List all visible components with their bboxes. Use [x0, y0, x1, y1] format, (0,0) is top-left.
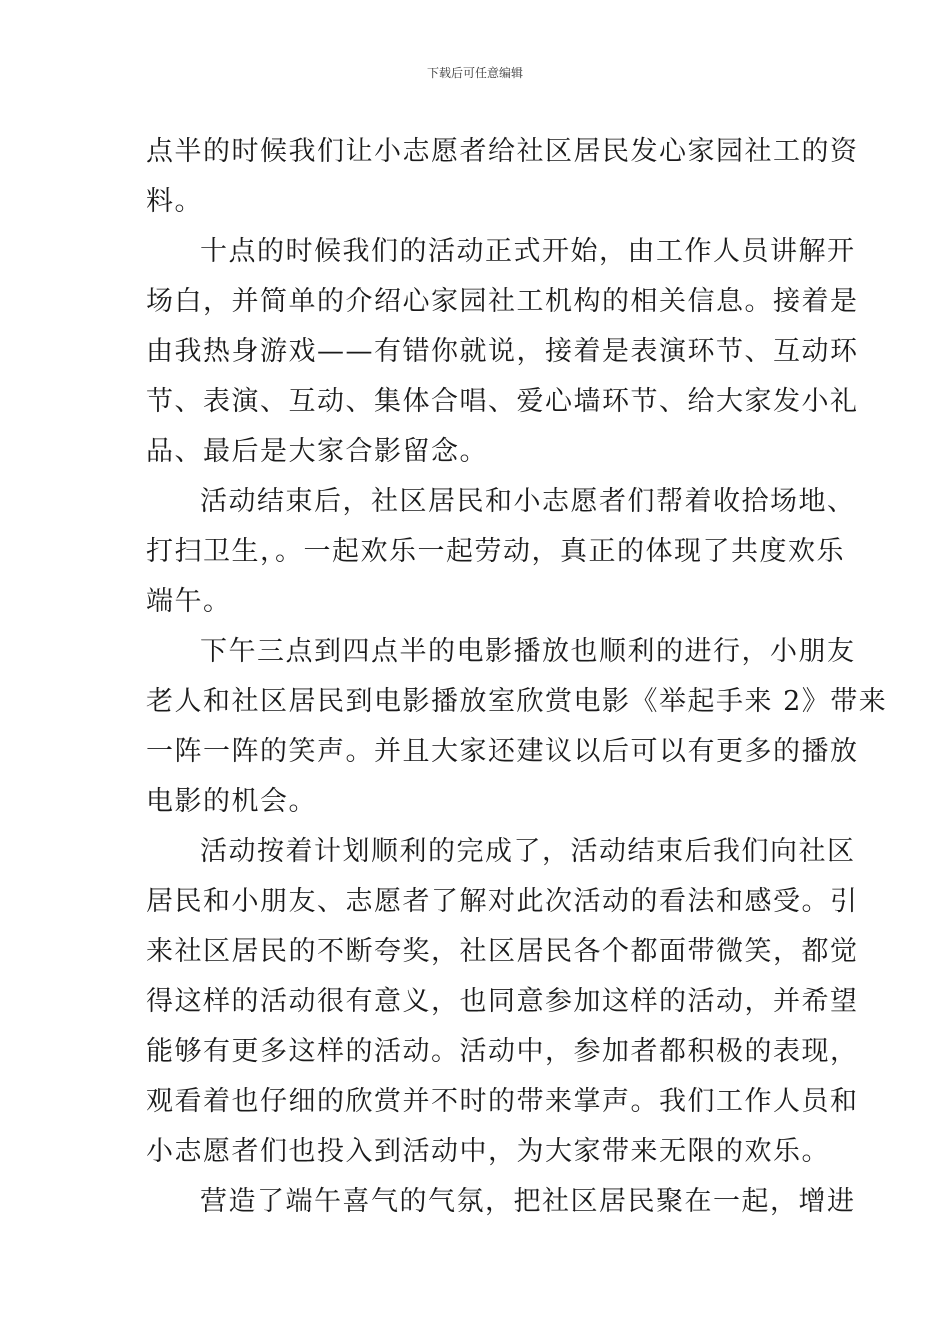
text-line: 电影的机会。 — [146, 786, 317, 817]
text-line: 营造了端午喜气的气氛，把社区居民聚在一起，增进 — [200, 1186, 856, 1217]
text-line: 十点的时候我们的活动正式开始，由工作人员讲解开 — [200, 236, 856, 267]
text-line: 场白，并简单的介绍心家园社工机构的相关信息。接着是 — [146, 286, 859, 317]
text-line: 活动结束后，社区居民和小志愿者们帮着收拾场地、 — [200, 486, 856, 517]
text-line: 老人和社区居民到电影播放室欣赏电影《举起手来 2》带来 — [146, 686, 888, 717]
document-body — [146, 127, 888, 1227]
text-line: 料。 — [146, 186, 203, 217]
paragraph — [146, 127, 859, 227]
text-line: 打扫卫生，。一起欢乐一起劳动，真正的体现了共度欢乐 — [146, 536, 845, 567]
text-line: 节、表演、互动、集体合唱、爱心墙环节、给大家发小礼 — [146, 386, 859, 417]
text-line: 来社区居民的不断夸奖，社区居民各个都面带微笑，都觉 — [146, 936, 859, 967]
page-header-note: 下载后可任意编辑 — [426, 66, 523, 80]
text-line: 得这样的活动很有意义，也同意参加这样的活动，并希望 — [146, 986, 859, 1017]
text-line: 观看着也仔细的欣赏并不时的带来掌声。我们工作人员和 — [146, 1086, 859, 1117]
text-line: 品、最后是大家合影留念。 — [146, 436, 488, 467]
text-line: 居民和小朋友、志愿者了解对此次活动的看法和感受。引 — [146, 886, 859, 917]
text-line: 一阵一阵的笑声。并且大家还建议以后可以有更多的播放 — [146, 736, 859, 767]
paragraph — [146, 227, 859, 477]
text-line: 下午三点到四点半的电影播放也顺利的进行，小朋友 — [200, 636, 856, 667]
text-line: 由我热身游戏——有错你就说，接着是表演环节、互动环 — [146, 336, 859, 367]
paragraph — [146, 1177, 856, 1227]
text-line: 端午。 — [146, 586, 232, 617]
text-line: 活动按着计划顺利的完成了，活动结束后我们向社区 — [200, 836, 856, 867]
paragraph — [146, 827, 859, 1177]
text-line: 小志愿者们也投入到活动中，为大家带来无限的欢乐。 — [146, 1136, 830, 1167]
text-line: 能够有更多这样的活动。活动中，参加者都积极的表现， — [146, 1036, 859, 1067]
paragraph — [146, 627, 888, 827]
paragraph — [146, 477, 856, 627]
text-line: 点半的时候我们让小志愿者给社区居民发心家园社工的资 — [146, 136, 859, 167]
